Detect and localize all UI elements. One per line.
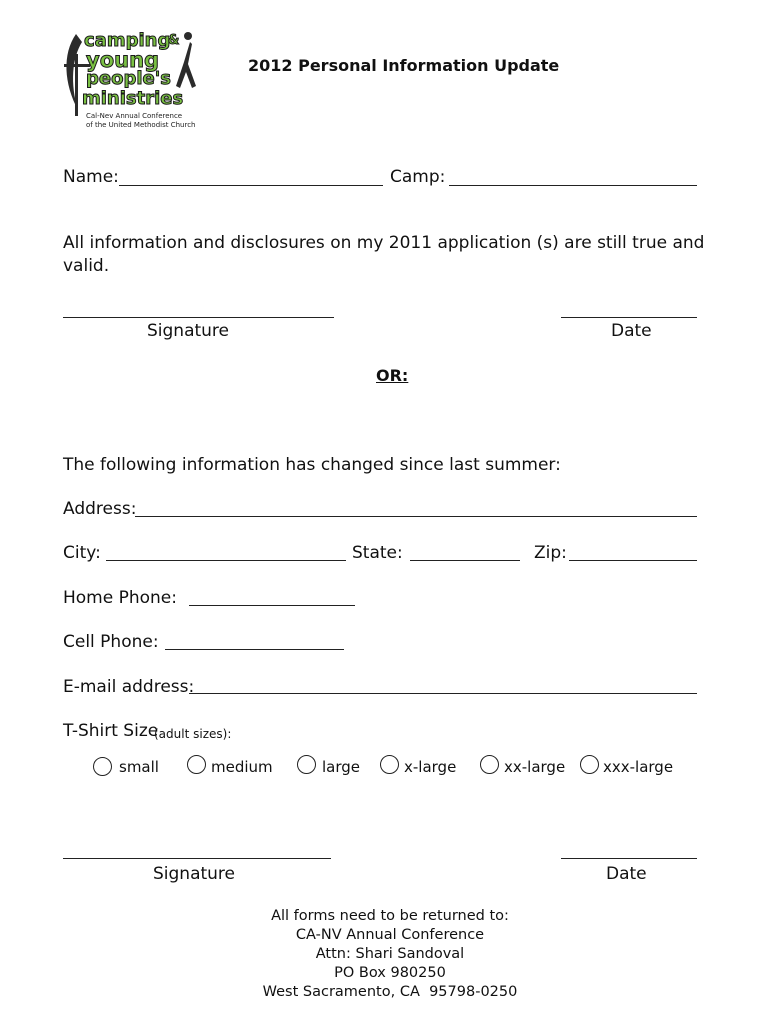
radio-large[interactable] bbox=[297, 755, 316, 774]
name-label: Name: bbox=[63, 167, 119, 187]
zip-field[interactable] bbox=[569, 560, 697, 561]
radio-label-xxx-large: xxx-large bbox=[603, 758, 674, 776]
email-label: E-mail address: bbox=[63, 677, 195, 697]
radio-xxx-large[interactable] bbox=[580, 755, 599, 774]
radio-label-medium: medium bbox=[211, 758, 273, 776]
home-phone-label: Home Phone: bbox=[63, 588, 177, 608]
radio-small[interactable] bbox=[93, 757, 112, 776]
tshirt-label: T-Shirt Size bbox=[63, 721, 159, 741]
logo-ampersand: & bbox=[168, 33, 180, 48]
footer-line-5: West Sacramento, CA 95798-0250 bbox=[262, 984, 518, 1000]
radio-xx-large[interactable] bbox=[480, 755, 499, 774]
email-field[interactable] bbox=[189, 693, 697, 694]
radio-label-large: large bbox=[322, 758, 361, 776]
radio-medium[interactable] bbox=[187, 755, 206, 774]
logo-line-ministries: ministries bbox=[82, 88, 184, 109]
footer-line-1: All forms need to be returned to: bbox=[271, 908, 509, 924]
logo-line-peoples: people's bbox=[86, 68, 171, 89]
radio-label-small: small bbox=[119, 758, 159, 776]
tshirt-note: (adult sizes): bbox=[154, 727, 232, 741]
radio-label-x-large: x-large bbox=[404, 758, 457, 776]
footer-line-3: Attn: Shari Sandoval bbox=[315, 946, 465, 962]
page-title: 2012 Personal Information Update bbox=[248, 56, 560, 75]
logo-line-young: young bbox=[86, 48, 160, 72]
address-field[interactable] bbox=[135, 516, 697, 517]
signature-label-2: Signature bbox=[153, 864, 236, 884]
logo-line-camping: camping bbox=[84, 30, 171, 51]
footer-line-2: CA-NV Annual Conference bbox=[295, 927, 485, 943]
camp-label: Camp: bbox=[390, 167, 446, 187]
cell-phone-label: Cell Phone: bbox=[63, 632, 159, 652]
state-label: State: bbox=[352, 543, 403, 563]
radio-x-large[interactable] bbox=[380, 755, 399, 774]
radio-label-xx-large: xx-large bbox=[504, 758, 566, 776]
city-field[interactable] bbox=[106, 560, 346, 561]
name-field[interactable] bbox=[119, 185, 383, 186]
signature-field-1[interactable] bbox=[63, 317, 334, 318]
statement-line-1: All information and disclosures on my 2011 application (s) are still true and bbox=[63, 233, 705, 253]
ministry-logo bbox=[60, 24, 210, 134]
date-label-1: Date bbox=[611, 321, 652, 341]
date-field-1[interactable] bbox=[561, 317, 697, 318]
zip-label: Zip: bbox=[534, 543, 567, 563]
logo-subtitle-1: Cal-Nev Annual Conference bbox=[86, 112, 183, 120]
changed-heading: The following information has changed since last summer: bbox=[63, 455, 561, 475]
or-label: OR: bbox=[376, 366, 409, 385]
signature-field-2[interactable] bbox=[63, 858, 331, 859]
city-label: City: bbox=[63, 543, 101, 563]
date-label-2: Date bbox=[606, 864, 647, 884]
signature-label-1: Signature bbox=[147, 321, 230, 341]
date-field-2[interactable] bbox=[561, 858, 697, 859]
camp-field[interactable] bbox=[449, 185, 697, 186]
statement-line-2: valid. bbox=[63, 256, 110, 276]
home-phone-field[interactable] bbox=[189, 605, 355, 606]
cell-phone-field[interactable] bbox=[165, 649, 344, 650]
footer-line-4: PO Box 980250 bbox=[334, 965, 446, 981]
return-address bbox=[180, 907, 600, 1002]
state-field[interactable] bbox=[410, 560, 520, 561]
address-label: Address: bbox=[63, 499, 137, 519]
logo-subtitle-2: of the United Methodist Church bbox=[86, 121, 196, 129]
